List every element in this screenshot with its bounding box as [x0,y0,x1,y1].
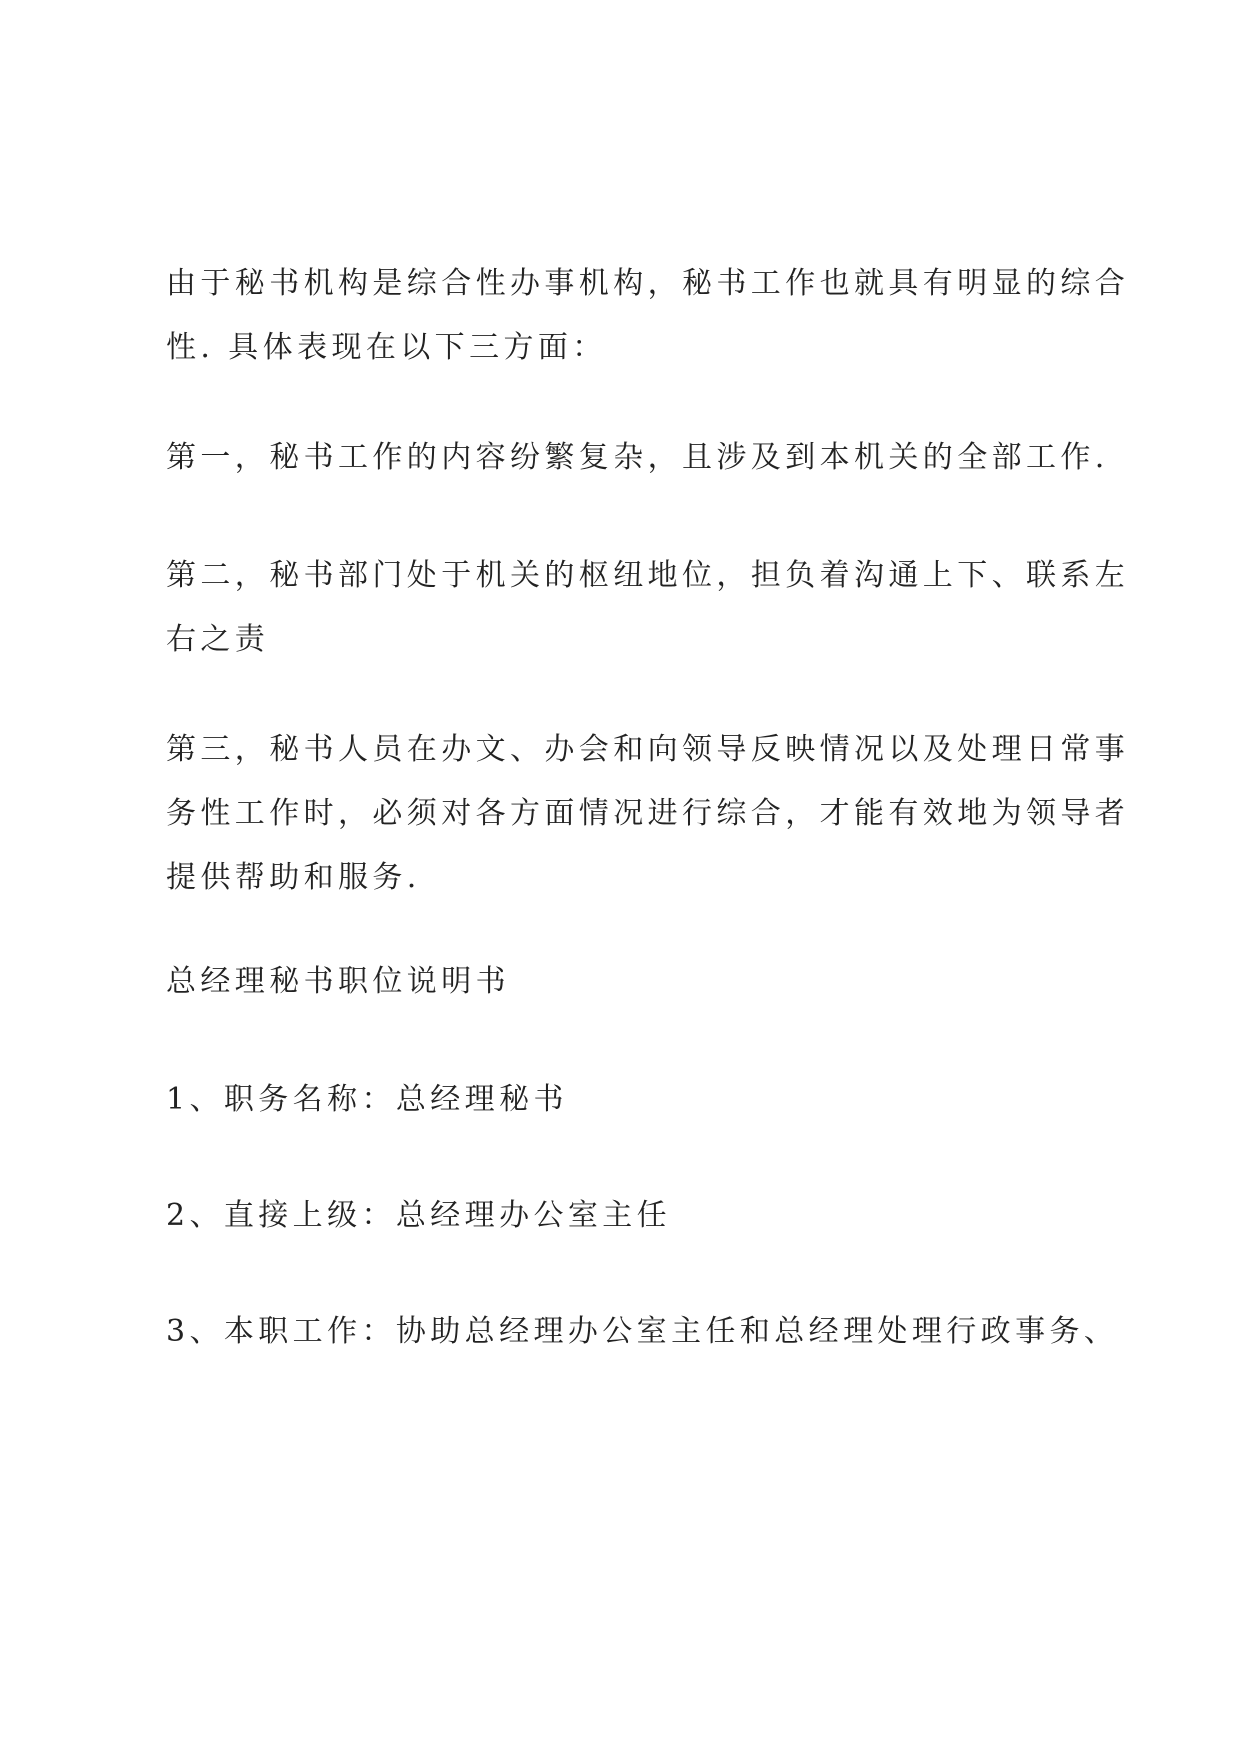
text-line: 2、直接上级：总经理办公室主任 [166,1198,672,1233]
text-line: 3、本职工作：协助总经理办公室主任和总经理处理行政事务、 [166,1314,1119,1349]
item-3-paragraph [166,1300,1119,1364]
text-line: 性. 具体表现在以下三方面： [166,330,607,365]
point-2-paragraph [166,544,1130,672]
text-line: 右之责 [166,622,270,657]
item-1-paragraph [166,1068,1094,1132]
text-line: 总经理秘书职位说明书 [166,964,510,999]
point-3-paragraph [166,718,1130,910]
point-1-paragraph [166,426,1109,490]
text-line: 第二，秘书部门处于机关的枢纽地位，担负着沟通上下、联系左 [166,558,1130,593]
text-line: 第三，秘书人员在办文、办会和向领导反映情况以及处理日常事 [166,732,1130,767]
text-line: 由于秘书机构是综合性办事机构，秘书工作也就具有明显的综合 [166,266,1130,301]
text-line: 1、职务名称：总经理秘书 [166,1082,568,1117]
text-line: 务性工作时，必须对各方面情况进行综合，才能有效地为领导者 [166,796,1130,831]
text-line: 第一，秘书工作的内容纷繁复杂，且涉及到本机关的全部工作. [166,440,1109,475]
item-2-paragraph [166,1184,1094,1248]
text-line: 提供帮助和服务. [166,860,421,895]
intro-paragraph [166,252,1130,380]
section-title [166,950,1094,1014]
